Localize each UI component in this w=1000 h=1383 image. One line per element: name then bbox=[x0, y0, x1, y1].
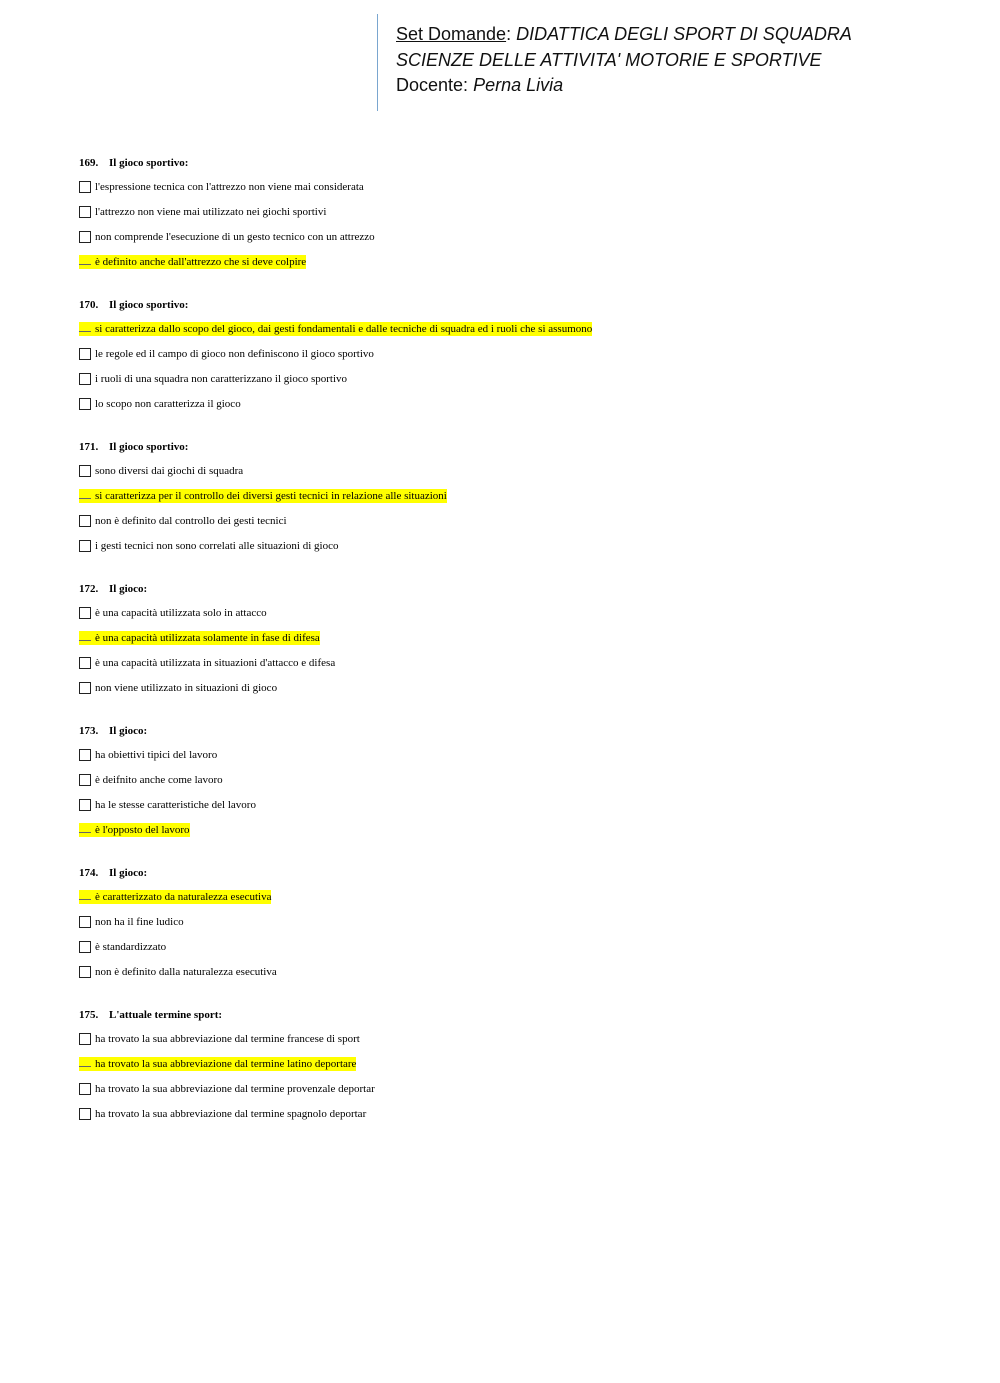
answer-option[interactable] bbox=[79, 959, 959, 984]
question-text: Il gioco: bbox=[109, 867, 148, 879]
question-text: Il gioco sportivo: bbox=[109, 441, 189, 453]
checkbox[interactable] bbox=[79, 206, 91, 218]
question-title bbox=[79, 436, 959, 458]
question-number: 172. bbox=[79, 583, 99, 595]
answer-option[interactable] bbox=[79, 792, 959, 817]
answer-option-label: non è definito dal controllo dei gesti tecnici bbox=[95, 514, 287, 527]
question-block bbox=[79, 294, 959, 416]
answer-option-correct[interactable] bbox=[79, 625, 959, 650]
answer-option-label: è una capacità utilizzata in situazioni d'attacco e difesa bbox=[95, 656, 336, 669]
answer-option[interactable] bbox=[79, 934, 959, 959]
checkbox[interactable] bbox=[79, 348, 91, 360]
checkbox[interactable] bbox=[79, 231, 91, 243]
checkbox[interactable] bbox=[79, 941, 91, 953]
answer-option-label: è definito anche dall'attrezzo che si deve colpire bbox=[79, 255, 306, 269]
question-text: Il gioco: bbox=[109, 725, 148, 737]
answer-option-label: non ha il fine ludico bbox=[95, 915, 184, 928]
answer-option-correct[interactable] bbox=[79, 316, 959, 341]
set-colon: : bbox=[506, 24, 512, 44]
checkbox[interactable] bbox=[79, 515, 91, 527]
answer-option[interactable] bbox=[79, 391, 959, 416]
checkbox[interactable] bbox=[79, 916, 91, 928]
checkbox[interactable] bbox=[79, 607, 91, 619]
document-header bbox=[396, 22, 852, 99]
header-line-course bbox=[396, 22, 852, 48]
answer-option-label: si caratterizza per il controllo dei diversi gesti tecnici in relazione alle situazioni bbox=[79, 489, 447, 503]
answer-option[interactable] bbox=[79, 533, 959, 558]
question-number: 175. bbox=[79, 1009, 99, 1021]
header-line-teacher bbox=[396, 73, 852, 99]
question-title bbox=[79, 862, 959, 884]
answer-option-label: l'espressione tecnica con l'attrezzo non viene mai considerata bbox=[95, 180, 364, 193]
answer-option-correct[interactable] bbox=[79, 884, 959, 909]
answer-option-label: ha le stesse caratteristiche del lavoro bbox=[95, 798, 256, 811]
answer-option[interactable] bbox=[79, 508, 959, 533]
checkbox[interactable] bbox=[79, 540, 91, 552]
checkbox[interactable] bbox=[79, 799, 91, 811]
answer-option-label: è l'opposto del lavoro bbox=[79, 823, 190, 837]
answer-option-label: ha trovato la sua abbreviazione dal termine latino deportare bbox=[79, 1057, 356, 1071]
answer-option-label: ha obiettivi tipici del lavoro bbox=[95, 748, 218, 761]
answer-option-label: le regole ed il campo di gioco non definiscono il gioco sportivo bbox=[95, 347, 374, 360]
checkbox[interactable] bbox=[79, 774, 91, 786]
answer-option-label: i ruoli di una squadra non caratterizzano il gioco sportivo bbox=[95, 372, 348, 385]
answer-option-label: sono diversi dai giochi di squadra bbox=[95, 464, 244, 477]
checkbox[interactable] bbox=[79, 749, 91, 761]
checkbox[interactable] bbox=[79, 373, 91, 385]
answer-option[interactable] bbox=[79, 174, 959, 199]
header-divider bbox=[377, 14, 378, 111]
question-title bbox=[79, 1004, 959, 1026]
degree-title: SCIENZE DELLE ATTIVITA' MOTORIE E SPORTIVE bbox=[396, 49, 822, 70]
checkbox[interactable] bbox=[79, 398, 91, 410]
question-number: 171. bbox=[79, 441, 99, 453]
question-number: 174. bbox=[79, 867, 99, 879]
checkbox[interactable] bbox=[79, 181, 91, 193]
answer-option[interactable] bbox=[79, 909, 959, 934]
question-text: Il gioco sportivo: bbox=[109, 299, 189, 311]
course-title: DIDATTICA DEGLI SPORT DI SQUADRA bbox=[516, 24, 852, 44]
answer-option-correct[interactable] bbox=[79, 249, 959, 274]
question-number: 170. bbox=[79, 299, 99, 311]
question-block bbox=[79, 152, 959, 274]
answer-option-correct[interactable] bbox=[79, 817, 959, 842]
question-block bbox=[79, 720, 959, 842]
answer-option-label: i gesti tecnici non sono correlati alle situazioni di gioco bbox=[95, 539, 339, 552]
answer-option[interactable] bbox=[79, 600, 959, 625]
question-title bbox=[79, 578, 959, 600]
answer-option-label: è una capacità utilizzata solamente in fase di difesa bbox=[79, 631, 320, 645]
question-block bbox=[79, 1004, 959, 1126]
answer-option-label: non viene utilizzato in situazioni di gioco bbox=[95, 681, 278, 694]
question-text: Il gioco sportivo: bbox=[109, 157, 189, 169]
answer-option[interactable] bbox=[79, 341, 959, 366]
answer-option[interactable] bbox=[79, 767, 959, 792]
answer-option-label: non è definito dalla naturalezza esecutiva bbox=[95, 965, 277, 978]
question-text: L'attuale termine sport: bbox=[109, 1009, 223, 1021]
answer-option-label: è deifnito anche come lavoro bbox=[95, 773, 223, 786]
answer-option-label: lo scopo non caratterizza il gioco bbox=[95, 397, 241, 410]
question-title bbox=[79, 720, 959, 742]
answer-option[interactable] bbox=[79, 650, 959, 675]
answer-option-label: ha trovato la sua abbreviazione dal termine provenzale deportar bbox=[95, 1082, 375, 1095]
checkbox[interactable] bbox=[79, 1033, 91, 1045]
answer-option[interactable] bbox=[79, 1101, 959, 1126]
question-title bbox=[79, 294, 959, 316]
checkbox[interactable] bbox=[79, 657, 91, 669]
answer-option-label: si caratterizza dallo scopo del gioco, dai gesti fondamentali e dalle tecniche di squadra ed i ruoli che si assumono bbox=[79, 322, 592, 336]
checkbox[interactable] bbox=[79, 1108, 91, 1120]
answer-option-label: è una capacità utilizzata solo in attacco bbox=[95, 606, 267, 619]
question-list bbox=[79, 152, 959, 1146]
question-block bbox=[79, 436, 959, 558]
question-block bbox=[79, 862, 959, 984]
answer-option-correct[interactable] bbox=[79, 1051, 959, 1076]
answer-option[interactable] bbox=[79, 366, 959, 391]
answer-option[interactable] bbox=[79, 1026, 959, 1051]
question-number: 173. bbox=[79, 725, 99, 737]
question-number: 169. bbox=[79, 157, 99, 169]
answer-option[interactable] bbox=[79, 224, 959, 249]
answer-option-label: è standardizzato bbox=[95, 940, 167, 953]
answer-option[interactable] bbox=[79, 742, 959, 767]
answer-option-label: l'attrezzo non viene mai utilizzato nei giochi sportivi bbox=[95, 205, 327, 218]
question-block bbox=[79, 578, 959, 700]
checkbox[interactable] bbox=[79, 682, 91, 694]
checkbox[interactable] bbox=[79, 465, 91, 477]
answer-option[interactable] bbox=[79, 1076, 959, 1101]
answer-option[interactable] bbox=[79, 199, 959, 224]
question-text: Il gioco: bbox=[109, 583, 148, 595]
answer-option-label: ha trovato la sua abbreviazione dal termine francese di sport bbox=[95, 1032, 360, 1045]
set-label: Set Domande bbox=[396, 24, 507, 44]
answer-option[interactable] bbox=[79, 458, 959, 483]
answer-option-label: ha trovato la sua abbreviazione dal termine spagnolo deportar bbox=[95, 1107, 367, 1120]
answer-option-label: è caratterizzato da naturalezza esecutiva bbox=[79, 890, 271, 904]
question-title bbox=[79, 152, 959, 174]
checkbox[interactable] bbox=[79, 966, 91, 978]
teacher-name: Perna Livia bbox=[473, 75, 564, 95]
teacher-label: Docente: bbox=[396, 75, 469, 95]
answer-option[interactable] bbox=[79, 675, 959, 700]
answer-option-label: non comprende l'esecuzione di un gesto tecnico con un attrezzo bbox=[95, 230, 375, 243]
checkbox[interactable] bbox=[79, 1083, 91, 1095]
answer-option-correct[interactable] bbox=[79, 483, 959, 508]
